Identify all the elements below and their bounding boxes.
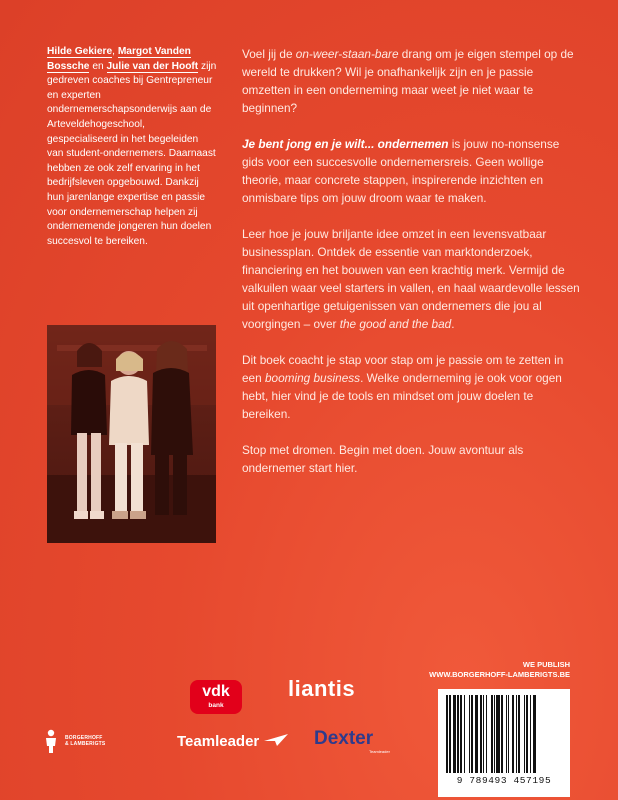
p4-text-b: . Welke onderneming je ook voor ogen hebt, hier vind je de tools en mindset om jouw doelen te bereiken.: [242, 371, 562, 421]
blurb-paragraph-3: [242, 225, 582, 333]
p1-text-b: drang om je eigen stempel op de wereld te drukken? Wil je onafhankelijk zijn en je passie omzetten in een onderneming maar weet je niet waar te beginnen?: [242, 47, 574, 115]
vdk-logo-subtext: bank: [208, 702, 224, 709]
barcode-bar: [536, 695, 537, 773]
isbn-number: 9 789493 457195: [456, 775, 552, 786]
dexter-logo: Dexter: [314, 728, 374, 749]
authors-photo-illustration: [47, 325, 216, 543]
dexter-logo-subtext: Teamleader: [369, 749, 390, 754]
author-bio-text: zijn gedreven coaches bij Gentrepreneur en experten ondernemerschapsonderwijs aan de Arteveldehogeschool, gespecialiseerd in het begeleiden van student-ondernemers. Daarnaast hebben ze ook zelf ervaring in het bedrijfsleven opgebouwd. Dankzij hun jarenlange expertise en passie voor ondernemerschap helpen zij ondernemende jongeren hun doelen succesvol te bereiken.: [47, 60, 217, 247]
p2-text: is jouw no-nonsense gids voor een succesvolle ondernemersreis. Geen wollige theorie, maar concrete stappen, inspirerende inzichten en onmisbare tips om jouw droom waar te maken.: [242, 137, 560, 205]
publisher-name-line2: & LAMBERIGTS: [65, 741, 106, 747]
p4-italic: booming business: [264, 371, 361, 385]
blurb-paragraph-5: Stop met dromen. Begin met doen. Jouw avontuur als ondernemer start hier.: [242, 443, 524, 475]
isbn-barcode: [438, 689, 570, 797]
p4-text-a: Dit boek coacht je stap voor stap om je passie om te zetten in een: [242, 353, 564, 385]
author-separator-2: en: [92, 60, 104, 72]
blurb-paragraph-4: [242, 351, 582, 423]
vdk-logo-text: vdk: [202, 683, 230, 700]
blurb-paragraph-2: [242, 135, 582, 207]
author-bio: [47, 45, 217, 249]
p3-text-b: .: [451, 317, 455, 331]
p1-italic: on-weer-staan-bare: [295, 47, 399, 61]
barcode-bars: [446, 695, 562, 773]
liantis-logo: liantis: [288, 676, 356, 701]
authors-photo: [47, 325, 216, 543]
p3-italic: the good and the bad: [339, 317, 452, 331]
p1-text-a: Voel jij de: [242, 47, 296, 61]
publisher-url: WWW.BORGERHOFF-LAMBERIGTS.BE: [429, 670, 570, 679]
teamleader-logo: [177, 733, 289, 750]
publisher-website: [429, 660, 570, 680]
author-name-1: Hilde Gekiere: [47, 46, 113, 57]
vdk-bank-logo: [190, 680, 242, 714]
teamleader-logo-text: Teamleader: [177, 733, 260, 750]
publisher-tagline: WE PUBLISH: [522, 660, 570, 669]
author-separator-1: ,: [112, 46, 115, 57]
teamleader-plane-icon: [263, 733, 289, 747]
p3-text-a: Leer hoe je jouw briljante idee omzet in een levensvatbaar businessplan. Ontdek de essentie van marktonderzoek, financiering en het bouwen van een krachtig merk. Vermijd de valkuilen waar veel starters in vallen, en haal waardevolle lessen uit openhartige getuigenissen van ondernemers die jou al voorgingen – over: [242, 227, 580, 331]
blurb-paragraph-1: [242, 45, 582, 117]
publisher-name-line1: BORGERHOFF: [65, 735, 103, 741]
author-name-2: Margot Vanden Bossche: [47, 46, 191, 72]
book-title-inline: Je bent jong en je wilt... ondernemen: [242, 137, 449, 151]
author-name-3: Julie van der Hooft: [106, 60, 199, 72]
back-cover-blurb: [242, 45, 582, 495]
publisher-logo: [43, 729, 105, 753]
publisher-figure-icon: [43, 729, 59, 753]
